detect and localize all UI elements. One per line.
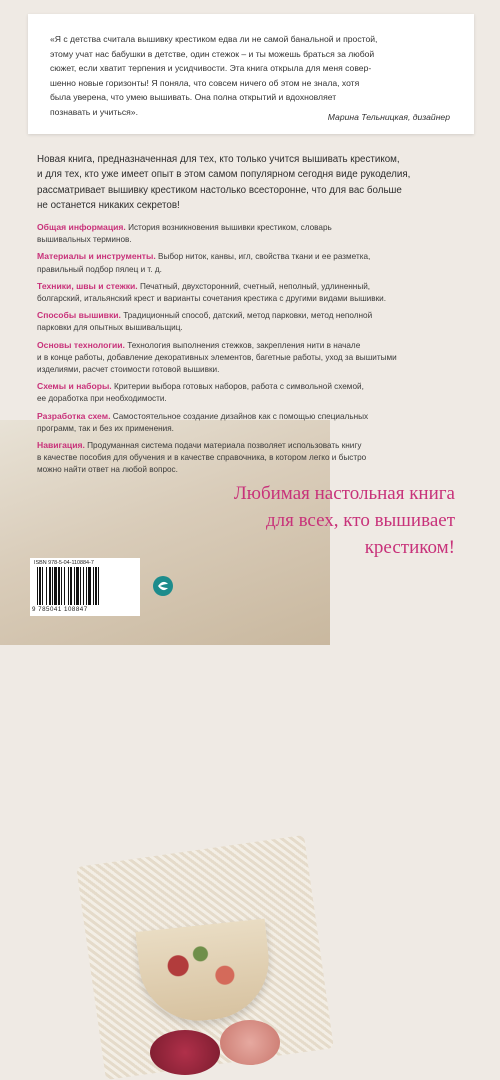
section-basics (37, 339, 467, 377)
rose-decoration (220, 1020, 280, 1065)
barcode-stripe (46, 567, 47, 605)
section-title: Схемы и наборы. (37, 381, 112, 392)
tagline (205, 480, 455, 561)
barcode-stripe (61, 567, 62, 605)
isbn-label: ISBN 978-5-04-110884-7 (34, 560, 94, 566)
section-title: Разработка схем. (37, 410, 111, 421)
section-title: Навигация. (37, 440, 85, 451)
section-text: можно найти ответ на любой вопрос. (37, 465, 178, 475)
section-design (37, 410, 467, 435)
barcode-stripe (64, 567, 65, 605)
quote-line: познавать и учиться». (50, 106, 138, 117)
barcode (30, 558, 140, 616)
section-title: Основы технологии. (37, 339, 125, 350)
barcode-number: 9 785041 108847 (32, 606, 88, 613)
barcode-stripe (88, 567, 91, 605)
section-general (37, 221, 467, 246)
barcode-stripe (54, 567, 57, 605)
barcode-stripe (83, 567, 84, 605)
barcode-stripe (39, 567, 41, 605)
section-materials (37, 250, 467, 275)
section-text: изделиями, расчет стоимости готовой вышивки. (37, 365, 220, 375)
section-techniques (37, 280, 467, 305)
section-title: Способы вышивки. (37, 310, 121, 321)
tagline-line: Любимая настольная книга (233, 483, 455, 504)
barcode-bars (36, 567, 134, 605)
intro-line: рассматривает вышивку крестиком настолько всесторонне, что для вас больше (37, 184, 402, 196)
quote-box (28, 14, 474, 134)
section-text: вышивальных терминов. (37, 235, 132, 245)
intro-paragraph (37, 152, 467, 214)
quote-line: сюжет, если хватит терпения и усидчивости. Эта книга открыла для меня совер- (50, 63, 372, 74)
section-text: в качестве пособия для обучения и в качестве справочника, в котором легко и быстро (37, 453, 367, 463)
section-text: История возникновения вышивки крестиком, словарь (128, 223, 332, 232)
section-title: Материалы и инструменты. (37, 251, 156, 262)
section-text: Критерии выбора готовых наборов, работа с символьной схемой, (113, 382, 364, 392)
barcode-stripe (42, 567, 43, 605)
intro-line: не останется никаких секретов! (37, 200, 180, 212)
section-text: и в конце работы, добавление декоративных элементов, багетные работы, уход за вышитыми (37, 352, 397, 362)
rose-decoration (150, 1030, 220, 1075)
section-text: парковки для опытных вышивальщиц. (37, 323, 183, 333)
section-navigation (37, 439, 467, 477)
section-text: Продуманная система подачи материала позволяет использовать книгу (87, 441, 362, 451)
barcode-stripe (49, 567, 51, 605)
quote-author: Марина Тельницкая, дизайнер (327, 112, 450, 122)
tagline-line: крестиком! (364, 537, 455, 558)
quote-text (50, 32, 450, 120)
section-schemes (37, 380, 467, 405)
eksmo-logo-icon (152, 575, 174, 597)
barcode-stripe (86, 567, 87, 605)
section-text: Самостоятельное создание дизайнов как с помощью специальных (112, 411, 369, 421)
intro-line: и для тех, кто уже имеет опыт в этом самом популярном сегодня виде рукоделия, (37, 169, 411, 181)
barcode-stripe (37, 567, 38, 605)
section-methods (37, 309, 467, 334)
section-text: Технология выполнения стежков, закрепления нити в начале (127, 340, 361, 350)
section-text: Печатный, двухсторонний, счетный, неполный, удлиненный, (139, 281, 371, 291)
section-text: ее доработка при необходимости. (37, 394, 167, 404)
section-text: Выбор ниток, канвы, игл, свойства ткани и ее разметка, (158, 252, 371, 262)
section-title: Техники, швы и стежки. (37, 280, 138, 291)
tagline-line: для всех, кто вышивает (265, 510, 455, 531)
barcode-stripe (70, 567, 72, 605)
barcode-stripe (80, 567, 81, 605)
quote-line: была уверена, что умею вышивать. Она полна открытий и вдохновляет (50, 92, 337, 103)
contents-sections (37, 221, 467, 481)
section-text: Традиционный способ, датский, метод парковки, метод неполной (123, 311, 373, 321)
barcode-stripe (68, 567, 69, 605)
section-title: Общая информация. (37, 222, 126, 232)
quote-line: этому учат нас бабушки в детстве, один стежок – и ты можешь браться за любой (50, 48, 375, 59)
quote-line: шенно новые горизонты! Я поняла, что совсем ничего об этом не знала, хотя (50, 77, 360, 88)
barcode-stripe (95, 567, 97, 605)
intro-line: Новая книга, предназначенная для тех, кто только учится вышивать крестиком, (37, 154, 400, 165)
barcode-stripe (98, 567, 99, 605)
section-text: правильный подбор пялец и т. д. (37, 264, 162, 274)
quote-line: «Я с детства считала вышивку крестиком едва ли не самой банальной и простой, (50, 34, 378, 44)
section-text: программ, так и без их применения. (37, 423, 174, 433)
barcode-stripe (74, 567, 75, 605)
section-text: болгарский, итальянский крест и варианты сочетания крестика с другими видами вышивки. (37, 294, 387, 304)
barcode-stripe (93, 567, 94, 605)
barcode-stripe (76, 567, 79, 605)
barcode-stripe (58, 567, 60, 605)
barcode-stripe (52, 567, 53, 605)
